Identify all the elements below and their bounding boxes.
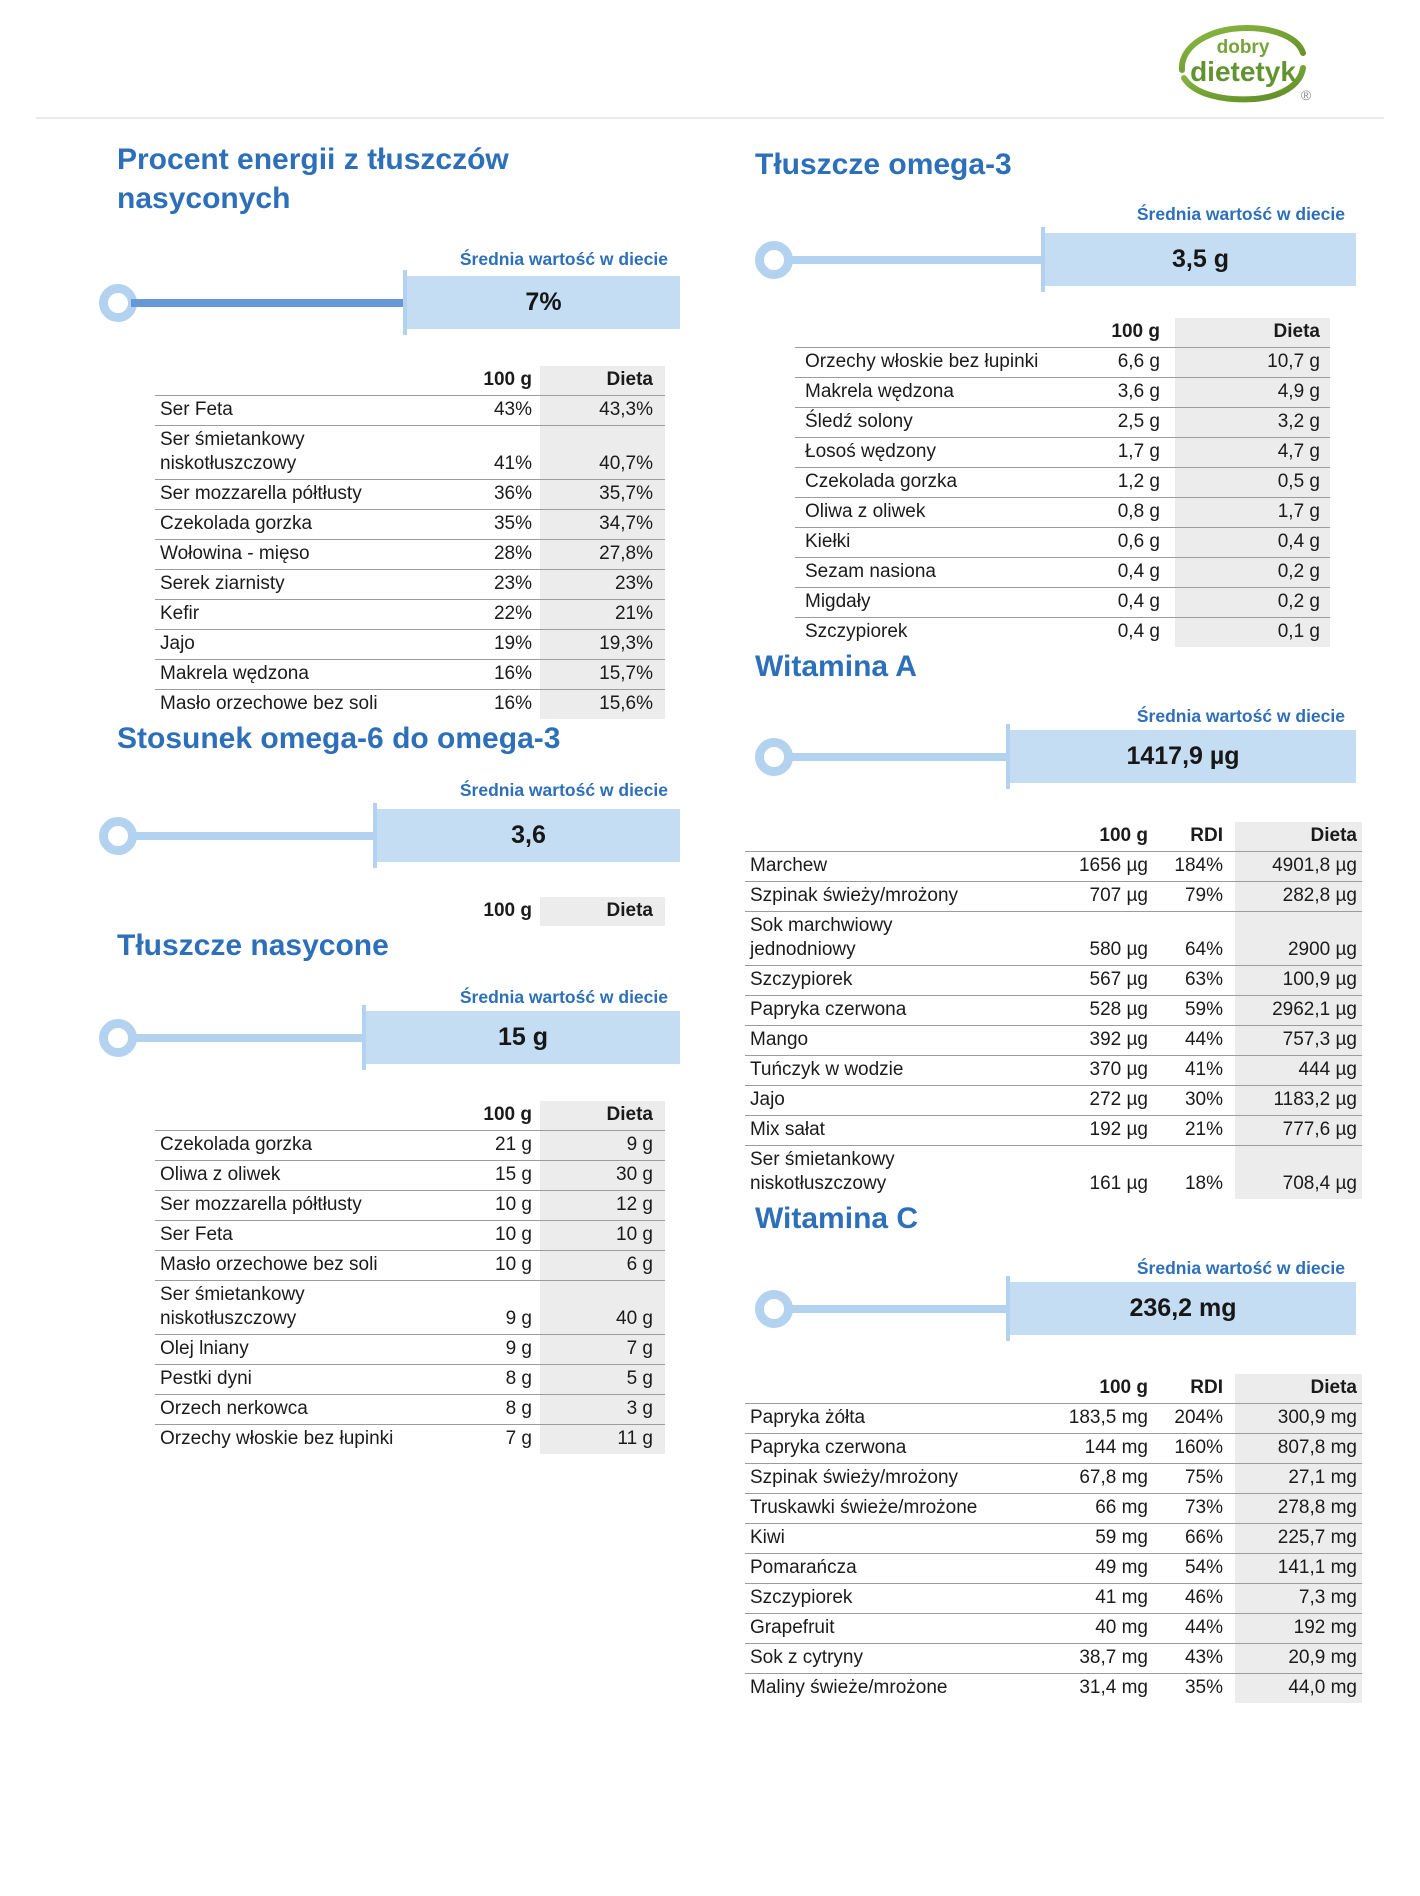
food-name: Olej lniany: [155, 1335, 415, 1365]
value-100g: 1,2 g: [1060, 468, 1160, 498]
value-dieta: 0,1 g: [1175, 618, 1330, 648]
value-100g: 567 µg: [990, 966, 1148, 996]
food-name: Sok marchwiowy jednodniowy: [745, 912, 990, 966]
food-name: Oliwa z oliwek: [155, 1161, 415, 1191]
table-row: [155, 1191, 665, 1221]
value-rdi: 18%: [1148, 1146, 1223, 1200]
food-name: Sezam nasiona: [795, 558, 1060, 588]
table-row: [745, 852, 1362, 882]
food-table: [795, 318, 1330, 647]
value-dieta: 21%: [540, 600, 665, 630]
value-rdi: 204%: [1148, 1404, 1223, 1434]
value-dieta: 1,7 g: [1175, 498, 1330, 528]
avg-value-box: 3,5 g: [1045, 233, 1356, 286]
value-dieta: 300,9 mg: [1235, 1404, 1362, 1434]
table-body: [155, 1131, 665, 1455]
food-name: Wołowina - mięso: [155, 540, 415, 570]
value-rdi: 46%: [1148, 1584, 1223, 1614]
table-row: [745, 1614, 1362, 1644]
table-header-row: [155, 897, 665, 926]
table-row: [745, 1116, 1362, 1146]
table-row: [745, 1026, 1362, 1056]
value-100g: 2,5 g: [1060, 408, 1160, 438]
food-name: Ser Feta: [155, 396, 415, 426]
col-header-100g: 100 g: [1099, 1377, 1148, 1398]
food-name: Kefir: [155, 600, 415, 630]
value-rdi: 44%: [1148, 1026, 1223, 1056]
value-dieta: 43,3%: [540, 396, 665, 426]
avg-in-diet-label: Średnia wartość w diecie: [1136, 204, 1345, 224]
section-title: Procent energii z tłuszczów nasyconych: [117, 143, 509, 215]
gauge-track: [787, 256, 1045, 264]
food-name: Papryka czerwona: [745, 996, 990, 1026]
col-header-dieta: Dieta: [1175, 318, 1330, 348]
value-100g: 49 mg: [990, 1554, 1148, 1584]
value-100g: 8 g: [415, 1365, 532, 1395]
avg-value-gauge: [755, 730, 1356, 783]
header-divider: [36, 117, 1384, 119]
food-name: Mix sałat: [745, 1116, 990, 1146]
value-rdi: 30%: [1148, 1086, 1223, 1116]
value-rdi: 41%: [1148, 1056, 1223, 1086]
table-row: [155, 1221, 665, 1251]
table-row: [795, 408, 1330, 438]
value-dieta: 282,8 µg: [1235, 882, 1362, 912]
value-dieta: 7,3 mg: [1235, 1584, 1362, 1614]
food-table: [155, 1101, 665, 1454]
table-row: [795, 378, 1330, 408]
avg-value-gauge: [117, 276, 680, 329]
value-dieta: 23%: [540, 570, 665, 600]
value-100g: 21 g: [415, 1131, 532, 1161]
table-row: [745, 1404, 1362, 1434]
food-name: Jajo: [745, 1086, 990, 1116]
avg-value-box: 3,6: [377, 809, 680, 862]
value-dieta: 4,7 g: [1175, 438, 1330, 468]
food-name: Szczypiorek: [795, 618, 1060, 648]
value-100g: 183,5 mg: [990, 1404, 1148, 1434]
food-name: Papryka żółta: [745, 1404, 990, 1434]
value-100g: 43%: [415, 396, 532, 426]
value-100g: 16%: [415, 660, 532, 690]
value-rdi: 21%: [1148, 1116, 1223, 1146]
right-column: [750, 145, 1357, 1703]
value-100g: 10 g: [415, 1221, 532, 1251]
col-header-dieta: Dieta: [540, 897, 665, 926]
value-rdi: 73%: [1148, 1494, 1223, 1524]
value-dieta: 12 g: [540, 1191, 665, 1221]
food-name: Serek ziarnisty: [155, 570, 415, 600]
value-dieta: 40,7%: [540, 426, 665, 480]
section-title: Witamina A: [755, 650, 917, 683]
avg-value-box: 1417,9 µg: [1010, 730, 1356, 783]
table-row: [795, 438, 1330, 468]
food-name: Masło orzechowe bez soli: [155, 1251, 415, 1281]
table-row: [745, 1464, 1362, 1494]
value-rdi: 44%: [1148, 1614, 1223, 1644]
value-dieta: 10,7 g: [1175, 348, 1330, 378]
section-title: Witamina C: [755, 1202, 919, 1235]
table-row: [795, 348, 1330, 378]
food-name: Tuńczyk w wodzie: [745, 1056, 990, 1086]
value-dieta: 4,9 g: [1175, 378, 1330, 408]
table-row: [745, 1554, 1362, 1584]
avg-in-diet-label: Średnia wartość w diecie: [1136, 706, 1345, 726]
table-row: [795, 498, 1330, 528]
table-row: [745, 1146, 1362, 1200]
table-header-row: [745, 822, 1362, 852]
food-name: Łosoś wędzony: [795, 438, 1060, 468]
value-dieta: 0,4 g: [1175, 528, 1330, 558]
table-row: [155, 510, 665, 540]
gauge-track: [131, 1034, 366, 1042]
dobry-dietetyk-logo: [1176, 20, 1326, 112]
food-name: Czekolada gorzka: [795, 468, 1060, 498]
food-name: Marchew: [745, 852, 990, 882]
section-tluszcze-nasycone: [117, 926, 680, 1454]
value-100g: 36%: [415, 480, 532, 510]
value-100g: 3,6 g: [1060, 378, 1160, 408]
table-header-row: [795, 318, 1330, 348]
gauge-track: [131, 832, 377, 840]
value-rdi: 43%: [1148, 1644, 1223, 1674]
value-rdi: 35%: [1148, 1674, 1223, 1704]
food-name: Szpinak świeży/mrożony: [745, 1464, 990, 1494]
food-name: Czekolada gorzka: [155, 510, 415, 540]
section-title: Tłuszcze nasycone: [117, 929, 389, 962]
gauge-track: [787, 1305, 1010, 1313]
table-row: [745, 912, 1362, 966]
food-name: Mango: [745, 1026, 990, 1056]
registered-trademark-icon: ®: [1300, 87, 1312, 103]
value-rdi: 184%: [1148, 852, 1223, 882]
value-100g: 66 mg: [990, 1494, 1148, 1524]
table-row: [155, 1251, 665, 1281]
table-row: [155, 1395, 665, 1425]
value-dieta: 0,5 g: [1175, 468, 1330, 498]
food-name: Oliwa z oliwek: [795, 498, 1060, 528]
col-header-100g: 100 g: [1111, 321, 1160, 342]
value-dieta: 30 g: [540, 1161, 665, 1191]
value-100g: 10 g: [415, 1251, 532, 1281]
food-name: Jajo: [155, 630, 415, 660]
avg-in-diet-label: Średnia wartość w diecie: [459, 987, 668, 1007]
section-witamina-a: [750, 647, 1357, 1199]
table-row: [155, 396, 665, 426]
value-rdi: 160%: [1148, 1434, 1223, 1464]
section-tluszcze-omega3: [755, 145, 1356, 647]
value-dieta: 1183,2 µg: [1235, 1086, 1362, 1116]
value-dieta: 35,7%: [540, 480, 665, 510]
avg-value-box: 236,2 mg: [1010, 1282, 1356, 1335]
table-row: [155, 660, 665, 690]
section-title: Tłuszcze omega-3: [755, 148, 1012, 181]
value-100g: 1,7 g: [1060, 438, 1160, 468]
value-dieta: 9 g: [540, 1131, 665, 1161]
food-name: Pomarańcza: [745, 1554, 990, 1584]
value-dieta: 40 g: [540, 1281, 665, 1335]
food-name: Szczypiorek: [745, 1584, 990, 1614]
value-100g: 0,4 g: [1060, 618, 1160, 648]
value-dieta: 278,8 mg: [1235, 1494, 1362, 1524]
value-dieta: 708,4 µg: [1235, 1146, 1362, 1200]
col-header-rdi: RDI: [1190, 825, 1223, 846]
section-stosunek-omega: [117, 719, 680, 926]
avg-in-diet-label: Średnia wartość w diecie: [459, 780, 668, 800]
value-100g: 528 µg: [990, 996, 1148, 1026]
value-100g: 22%: [415, 600, 532, 630]
table-row: [745, 1524, 1362, 1554]
section-witamina-c: [750, 1199, 1357, 1703]
logo-text-dietetyk: dietetyk: [1190, 56, 1296, 87]
avg-value-gauge: [755, 233, 1356, 286]
value-rdi: 79%: [1148, 882, 1223, 912]
table-body: [155, 396, 665, 720]
food-name: Ser mozzarella półtłusty: [155, 1191, 415, 1221]
food-name: Maliny świeże/mrożone: [745, 1674, 990, 1704]
table-row: [795, 468, 1330, 498]
table-row: [745, 996, 1362, 1026]
value-100g: 161 µg: [990, 1146, 1148, 1200]
table-row: [155, 1131, 665, 1161]
value-100g: 0,4 g: [1060, 588, 1160, 618]
value-100g: 7 g: [415, 1425, 532, 1455]
table-row: [745, 882, 1362, 912]
value-dieta: 4901,8 µg: [1235, 852, 1362, 882]
table-row: [795, 618, 1330, 648]
value-100g: 8 g: [415, 1395, 532, 1425]
food-table: [745, 1374, 1362, 1703]
value-dieta: 100,9 µg: [1235, 966, 1362, 996]
food-name: Ser śmietankowy niskotłuszczowy: [745, 1146, 990, 1200]
value-100g: 9 g: [415, 1281, 532, 1335]
value-dieta: 0,2 g: [1175, 588, 1330, 618]
avg-value-gauge: [117, 809, 680, 862]
value-100g: 272 µg: [990, 1086, 1148, 1116]
value-100g: 0,6 g: [1060, 528, 1160, 558]
value-100g: 0,4 g: [1060, 558, 1160, 588]
value-dieta: 44,0 mg: [1235, 1674, 1362, 1704]
value-100g: 10 g: [415, 1191, 532, 1221]
value-100g: 28%: [415, 540, 532, 570]
col-header-dieta: Dieta: [540, 1101, 665, 1131]
col-header-100g: 100 g: [483, 900, 532, 921]
table-row: [745, 1584, 1362, 1614]
value-rdi: 59%: [1148, 996, 1223, 1026]
value-dieta: 20,9 mg: [1235, 1644, 1362, 1674]
value-rdi: 63%: [1148, 966, 1223, 996]
value-rdi: 54%: [1148, 1554, 1223, 1584]
value-dieta: 192 mg: [1235, 1614, 1362, 1644]
value-dieta: 10 g: [540, 1221, 665, 1251]
gauge-track: [131, 299, 407, 307]
value-100g: 40 mg: [990, 1614, 1148, 1644]
logo-text-dobry: dobry: [1216, 37, 1270, 58]
section-procent-energii: [117, 140, 680, 719]
food-name: Makrela wędzona: [155, 660, 415, 690]
food-name: Szpinak świeży/mrożony: [745, 882, 990, 912]
value-100g: 38,7 mg: [990, 1644, 1148, 1674]
table-row: [155, 1335, 665, 1365]
food-name: Makrela wędzona: [795, 378, 1060, 408]
food-name: Szczypiorek: [745, 966, 990, 996]
food-name: Śledź solony: [795, 408, 1060, 438]
table-header-row: [155, 366, 665, 396]
value-100g: 9 g: [415, 1335, 532, 1365]
value-100g: 67,8 mg: [990, 1464, 1148, 1494]
food-name: Orzech nerkowca: [155, 1395, 415, 1425]
food-table-empty: [155, 897, 665, 926]
value-100g: 144 mg: [990, 1434, 1148, 1464]
table-row: [795, 588, 1330, 618]
table-header-row: [155, 1101, 665, 1131]
value-100g: 0,8 g: [1060, 498, 1160, 528]
food-name: Migdały: [795, 588, 1060, 618]
table-body: [745, 852, 1362, 1200]
col-header-100g: 100 g: [483, 1104, 532, 1125]
value-rdi: 75%: [1148, 1464, 1223, 1494]
value-100g: 41%: [415, 426, 532, 480]
value-dieta: 6 g: [540, 1251, 665, 1281]
table-row: [155, 540, 665, 570]
food-name: Ser Feta: [155, 1221, 415, 1251]
value-100g: 392 µg: [990, 1026, 1148, 1056]
table-row: [745, 1434, 1362, 1464]
food-name: Kiwi: [745, 1524, 990, 1554]
table-row: [745, 1674, 1362, 1704]
col-header-dieta: Dieta: [1235, 822, 1362, 852]
food-name: Grapefruit: [745, 1614, 990, 1644]
food-name: Masło orzechowe bez soli: [155, 690, 415, 720]
value-dieta: 7 g: [540, 1335, 665, 1365]
food-name: Pestki dyni: [155, 1365, 415, 1395]
value-dieta: 5 g: [540, 1365, 665, 1395]
table-row: [155, 1425, 665, 1455]
value-dieta: 27,1 mg: [1235, 1464, 1362, 1494]
food-name: Ser mozzarella półtłusty: [155, 480, 415, 510]
value-dieta: 0,2 g: [1175, 558, 1330, 588]
value-dieta: 777,6 µg: [1235, 1116, 1362, 1146]
avg-value-box: 7%: [407, 276, 680, 329]
value-100g: 580 µg: [990, 912, 1148, 966]
value-100g: 31,4 mg: [990, 1674, 1148, 1704]
value-100g: 15 g: [415, 1161, 532, 1191]
value-100g: 23%: [415, 570, 532, 600]
col-header-100g: 100 g: [1099, 825, 1148, 846]
food-table: [155, 366, 665, 719]
table-row: [155, 1281, 665, 1335]
value-rdi: 66%: [1148, 1524, 1223, 1554]
value-100g: 192 µg: [990, 1116, 1148, 1146]
left-column: [117, 140, 680, 1454]
value-dieta: 3 g: [540, 1395, 665, 1425]
table-row: [745, 1494, 1362, 1524]
food-name: Ser śmietankowy niskotłuszczowy: [155, 1281, 415, 1335]
food-table: [745, 822, 1362, 1199]
col-header-rdi: RDI: [1190, 1377, 1223, 1398]
value-100g: 6,6 g: [1060, 348, 1160, 378]
value-100g: 1656 µg: [990, 852, 1148, 882]
col-header-dieta: Dieta: [1235, 1374, 1362, 1404]
table-row: [745, 966, 1362, 996]
table-row: [745, 1644, 1362, 1674]
table-body: [795, 348, 1330, 648]
table-row: [155, 690, 665, 720]
value-dieta: 3,2 g: [1175, 408, 1330, 438]
col-header-dieta: Dieta: [540, 366, 665, 396]
table-row: [745, 1086, 1362, 1116]
food-name: Orzechy włoskie bez łupinki: [155, 1425, 415, 1455]
table-row: [155, 1365, 665, 1395]
col-header-100g: 100 g: [483, 369, 532, 390]
food-name: Czekolada gorzka: [155, 1131, 415, 1161]
value-100g: 370 µg: [990, 1056, 1148, 1086]
value-100g: 59 mg: [990, 1524, 1148, 1554]
table-row: [155, 570, 665, 600]
value-dieta: 807,8 mg: [1235, 1434, 1362, 1464]
table-row: [155, 600, 665, 630]
avg-in-diet-label: Średnia wartość w diecie: [459, 249, 668, 269]
value-dieta: 757,3 µg: [1235, 1026, 1362, 1056]
food-name: Sok z cytryny: [745, 1644, 990, 1674]
food-name: Truskawki świeże/mrożone: [745, 1494, 990, 1524]
value-100g: 35%: [415, 510, 532, 540]
value-dieta: 27,8%: [540, 540, 665, 570]
value-dieta: 2962,1 µg: [1235, 996, 1362, 1026]
value-100g: 41 mg: [990, 1584, 1148, 1614]
value-dieta: 11 g: [540, 1425, 665, 1455]
value-dieta: 444 µg: [1235, 1056, 1362, 1086]
table-row: [155, 630, 665, 660]
table-row: [155, 480, 665, 510]
avg-in-diet-label: Średnia wartość w diecie: [1136, 1258, 1345, 1278]
value-rdi: 64%: [1148, 912, 1223, 966]
food-name: Ser śmietankowy niskotłuszczowy: [155, 426, 415, 480]
table-body: [745, 1404, 1362, 1704]
avg-value-gauge: [755, 1282, 1356, 1335]
value-dieta: 15,7%: [540, 660, 665, 690]
section-title: Stosunek omega-6 do omega-3: [117, 722, 561, 755]
value-dieta: 225,7 mg: [1235, 1524, 1362, 1554]
table-header-row: [745, 1374, 1362, 1404]
value-100g: 16%: [415, 690, 532, 720]
table-row: [795, 528, 1330, 558]
table-row: [745, 1056, 1362, 1086]
value-100g: 19%: [415, 630, 532, 660]
value-dieta: 19,3%: [540, 630, 665, 660]
food-name: Orzechy włoskie bez łupinki: [795, 348, 1060, 378]
food-name: Kiełki: [795, 528, 1060, 558]
table-row: [155, 1161, 665, 1191]
value-100g: 707 µg: [990, 882, 1148, 912]
value-dieta: 141,1 mg: [1235, 1554, 1362, 1584]
value-dieta: 15,6%: [540, 690, 665, 720]
avg-value-box: 15 g: [366, 1011, 680, 1064]
table-row: [795, 558, 1330, 588]
value-dieta: 2900 µg: [1235, 912, 1362, 966]
table-row: [155, 426, 665, 480]
value-dieta: 34,7%: [540, 510, 665, 540]
gauge-track: [787, 753, 1010, 761]
food-name: Papryka czerwona: [745, 1434, 990, 1464]
avg-value-gauge: [117, 1011, 680, 1064]
